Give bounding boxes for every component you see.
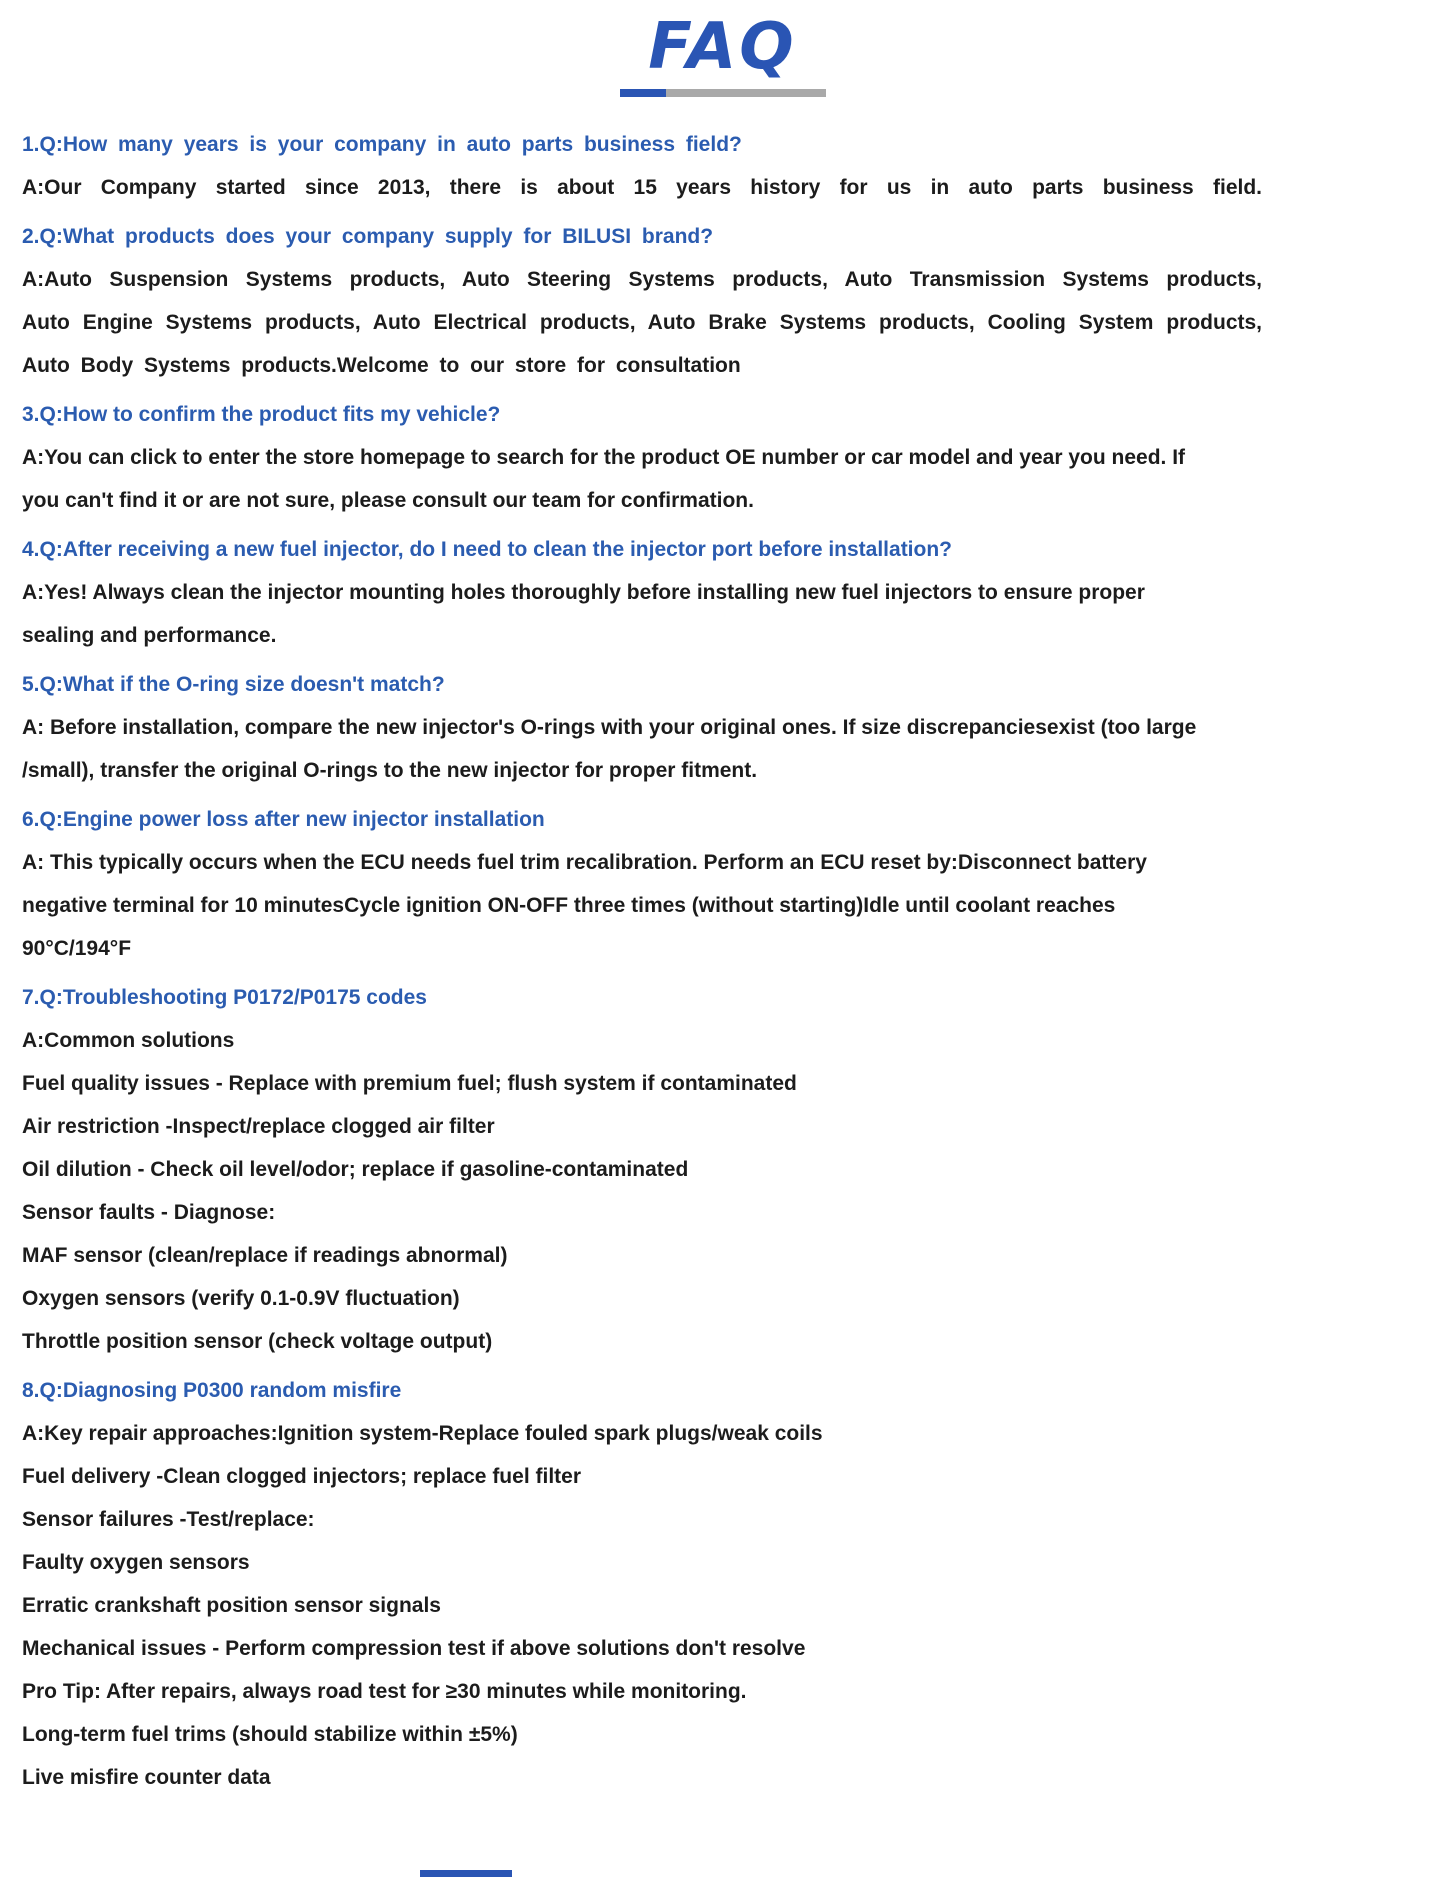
faq-answer-line: MAF sensor (clean/replace if readings abnormal) xyxy=(22,1244,508,1268)
faq-answer-line: Mechanical issues - Perform compression test if above solutions don't resolve xyxy=(22,1637,806,1661)
faq-answer-line: Live misfire counter data xyxy=(22,1766,271,1790)
page-title: FAQ xyxy=(648,10,797,84)
faq-item xyxy=(22,976,1405,1363)
faq-answer-line: A:Our Company started since 2013, there is about 15 years history for us in auto parts business field. xyxy=(22,176,1262,200)
faq-answer-line: you can't find it or are not sure, please consult our team for confirmation. xyxy=(22,489,754,513)
faq-answer-line: Auto Body Systems products.Welcome to our store for consultation xyxy=(22,354,741,378)
faq-answer-line: 90°C/194°F xyxy=(22,937,132,961)
faq-answer-line: Pro Tip: After repairs, always road test for ≥30 minutes while monitoring. xyxy=(22,1680,747,1704)
faq-answer-line: A: This typically occurs when the ECU needs fuel trim recalibration. Perform an ECU reset by:Disconnect battery xyxy=(22,851,1147,875)
faq-answer-line: A: Before installation, compare the new injector's O-rings with your original ones. If size discrepanciesexist (too large xyxy=(22,716,1197,740)
faq-answer-line: negative terminal for 10 minutesCycle ignition ON-OFF three times (without starting)Idle until coolant reaches xyxy=(22,894,1116,918)
title-underline-gray-segment xyxy=(666,89,826,97)
faq-question: 6.Q:Engine power loss after new injector installation xyxy=(22,808,545,832)
faq-answer-line: A:Key repair approaches:Ignition system-Replace fouled spark plugs/weak coils xyxy=(22,1422,823,1446)
faq-question: 7.Q:Troubleshooting P0172/P0175 codes xyxy=(22,986,427,1010)
faq-answer-line: Oxygen sensors (verify 0.1-0.9V fluctuation) xyxy=(22,1287,460,1311)
faq-answer-line: /small), transfer the original O-rings to the new injector for proper fitment. xyxy=(22,759,758,783)
faq-list xyxy=(0,123,1445,1799)
title-underline-blue-segment xyxy=(620,89,666,97)
faq-answer-line: A:Yes! Always clean the injector mounting holes thoroughly before installing new fuel injectors to ensure proper xyxy=(22,581,1145,605)
faq-question: 5.Q:What if the O-ring size doesn't match? xyxy=(22,673,445,697)
faq-question: 2.Q:What products does your company supply for BILUSI brand? xyxy=(22,225,714,249)
faq-header xyxy=(0,0,1445,97)
faq-answer-line: Fuel delivery -Clean clogged injectors; replace fuel filter xyxy=(22,1465,581,1489)
faq-answer-line: A:Common solutions xyxy=(22,1029,235,1053)
faq-item xyxy=(22,1369,1405,1799)
title-underline xyxy=(620,89,826,97)
faq-answer-line: Throttle position sensor (check voltage output) xyxy=(22,1330,493,1354)
faq-item xyxy=(22,528,1405,657)
faq-answer-line: Oil dilution - Check oil level/odor; replace if gasoline-contaminated xyxy=(22,1158,689,1182)
faq-answer-line: A:You can click to enter the store homepage to search for the product OE number or car model and year you need. If xyxy=(22,446,1186,470)
faq-answer-line: Auto Engine Systems products, Auto Electrical products, Auto Brake Systems products, Cooling System products, xyxy=(22,311,1262,335)
faq-question: 1.Q:How many years is your company in auto parts business field? xyxy=(22,133,742,157)
faq-question: 3.Q:How to confirm the product fits my vehicle? xyxy=(22,403,501,427)
faq-answer-line: Sensor faults - Diagnose: xyxy=(22,1201,276,1225)
faq-answer-line: sealing and performance. xyxy=(22,624,277,648)
bottom-accent-bar xyxy=(420,1870,512,1877)
faq-item xyxy=(22,393,1405,522)
faq-item xyxy=(22,663,1405,792)
faq-answer-line: Fuel quality issues - Replace with premium fuel; flush system if contaminated xyxy=(22,1072,797,1096)
faq-answer-line: A:Auto Suspension Systems products, Auto Steering Systems products, Auto Transmission Systems products, xyxy=(22,268,1262,292)
faq-answer-line: Sensor failures -Test/replace: xyxy=(22,1508,315,1532)
faq-question: 8.Q:Diagnosing P0300 random misfire xyxy=(22,1379,402,1403)
faq-answer-line: Faulty oxygen sensors xyxy=(22,1551,250,1575)
faq-answer-line: Erratic crankshaft position sensor signals xyxy=(22,1594,441,1618)
faq-item xyxy=(22,123,1405,209)
faq-item xyxy=(22,215,1405,387)
faq-answer-line: Air restriction -Inspect/replace clogged air filter xyxy=(22,1115,495,1139)
faq-question: 4.Q:After receiving a new fuel injector, do I need to clean the injector port before installation? xyxy=(22,538,952,562)
faq-answer-line: Long-term fuel trims (should stabilize within ±5%) xyxy=(22,1723,518,1747)
faq-item xyxy=(22,798,1405,970)
